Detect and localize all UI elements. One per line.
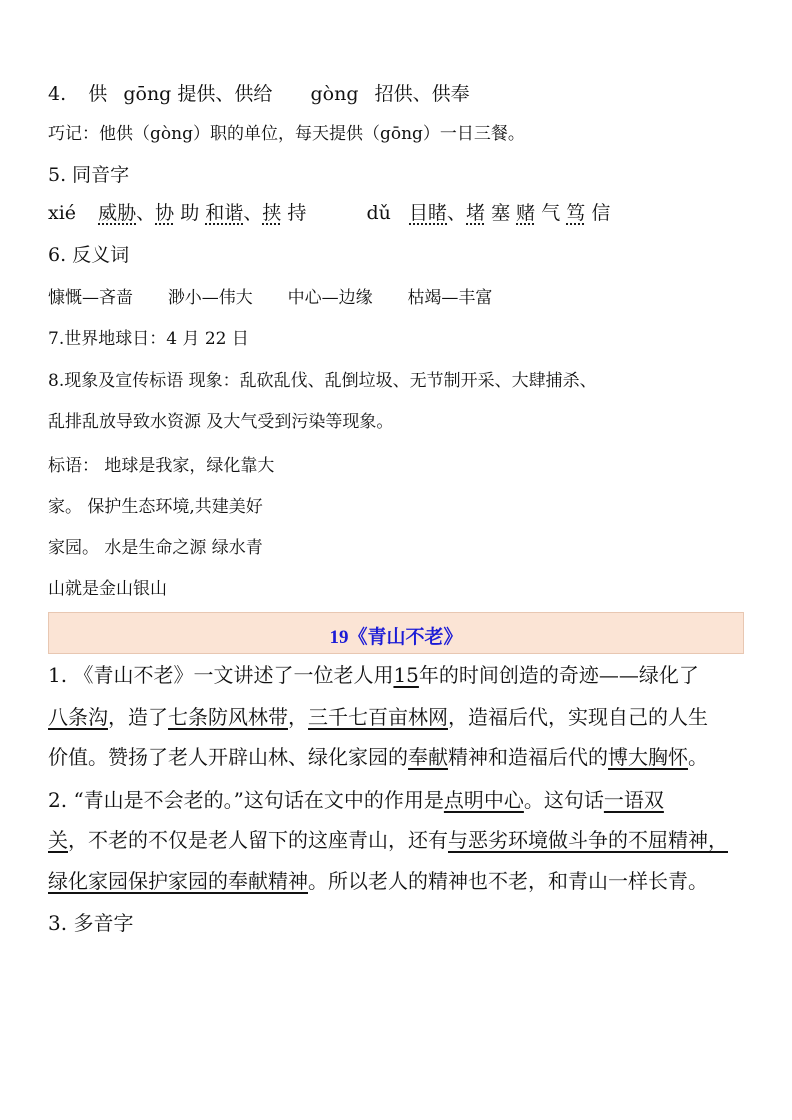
- char-qi: 气: [541, 202, 561, 224]
- slogan-line-3: 家园。 水是生命之源 绿水青: [48, 538, 263, 558]
- char-xie2: 挟: [262, 202, 282, 224]
- para2-line3: [48, 869, 708, 893]
- para1-line2: [48, 705, 708, 729]
- homophone-line: xié 威胁、协 助 和谐、挟 持 dǔ 目睹、堵 塞 赌 气 笃 信: [48, 202, 611, 224]
- char-du3: 笃: [566, 202, 586, 224]
- antonym-list: [48, 286, 492, 310]
- para1-line1: [48, 663, 699, 687]
- text: ，造了: [108, 705, 168, 729]
- answer-gullies: 八条沟: [48, 705, 108, 729]
- answer-double-meaning: 一语双: [603, 788, 664, 812]
- section-homophones: 5. 同音字: [48, 164, 130, 186]
- answer-forest-net: 三千七百亩林网: [308, 705, 448, 729]
- slogan-line-1: 标语： 地球是我家，绿化靠大: [48, 456, 275, 476]
- text: 。: [688, 745, 708, 769]
- text: ，造福后代，实现自己的人生: [448, 705, 708, 729]
- answer-dedication: 奉献: [408, 745, 448, 769]
- char-se: 塞: [491, 202, 511, 224]
- para2-line1: [48, 788, 664, 812]
- answer-broad-mind: 博大胸怀: [608, 745, 688, 769]
- earth-day: 7.世界地球日：4 月 22 日: [48, 329, 249, 349]
- antonym-pair: 枯竭—丰富: [407, 288, 493, 308]
- pinyin-1: gōng: [123, 83, 172, 105]
- slogan-line-4: 山就是金山银山: [48, 579, 167, 599]
- answer-double-meaning-end: 关: [48, 828, 68, 852]
- words-2: 招供、供奉: [374, 83, 470, 105]
- answer-years: 15: [393, 663, 419, 687]
- section-polyphones: 3. 多音字: [48, 911, 134, 935]
- lesson-banner: [48, 612, 744, 654]
- answer-theme: 点明中心: [443, 788, 524, 812]
- phenomena-line-2: 乱排乱放导致水资源 及大气受到污染等现象。: [48, 412, 394, 432]
- para1-line3: [48, 745, 708, 769]
- text: ，不老的不仅是老人留下的这座青山，还有: [68, 828, 448, 852]
- phenomena-line-1: 8.现象及宣传标语 现象：乱砍乱伐、乱倒垃圾、无节制开采、大肆捕杀、: [48, 371, 597, 391]
- pinyin-2: gòng: [310, 83, 359, 105]
- char-du1: 堵: [466, 202, 486, 224]
- char-xie: 协: [155, 202, 175, 224]
- text: 年的时间创造的奇迹——绿化了: [418, 663, 699, 687]
- answer-windbreaks: 七条防风林带: [168, 705, 288, 729]
- para2-line2: [48, 828, 728, 852]
- pinyin-du: dǔ: [366, 202, 391, 224]
- answer-spirit-2: 绿化家园保护家园的奉献精神: [48, 869, 308, 893]
- char-zhu: 助: [180, 202, 200, 224]
- text: ，: [288, 705, 308, 729]
- text: 2. “青山是不会老的。”这句话在文中的作用是: [48, 788, 444, 812]
- text: 1. 《青山不老》一文讲述了一位老人用: [48, 663, 394, 687]
- pinyin-xie: xié: [48, 202, 77, 224]
- char-chi: 持: [287, 202, 307, 224]
- word-mudu: 目睹: [409, 202, 448, 224]
- character: 供: [88, 83, 108, 105]
- char-du2: 赌: [516, 202, 536, 224]
- slogan-line-2: 家。 保护生态环境,共建美好: [48, 497, 263, 517]
- text: 。所以老人的精神也不老，和青山一样长青。: [308, 869, 708, 893]
- text: 价值。赞扬了老人开辟山林、绿化家园的: [48, 745, 408, 769]
- text: 。这句话: [523, 788, 604, 812]
- section-antonyms: 6. 反义词: [48, 244, 130, 266]
- char-xin: 信: [591, 202, 611, 224]
- lesson-title: 19《青山不老》: [329, 627, 463, 648]
- answer-spirit-1: 与恶劣环境做斗争的不屈精神，: [448, 828, 728, 852]
- antonym-pair: 渺小—伟大: [167, 288, 253, 308]
- polyphone-line-gong: [48, 82, 470, 106]
- words-1: 提供、供给: [177, 83, 273, 105]
- item-number: 4.: [48, 83, 67, 105]
- antonym-pair: 慷慨—吝啬: [48, 288, 133, 308]
- word-weixie: 威胁: [98, 202, 137, 224]
- text: 精神和造福后代的: [448, 745, 608, 769]
- memory-tip: 巧记：他供（gòng）职的单位，每天提供（gōng）一日三餐。: [48, 124, 525, 144]
- word-hexie: 和谐: [205, 202, 244, 224]
- antonym-pair: 中心—边缘: [287, 288, 373, 308]
